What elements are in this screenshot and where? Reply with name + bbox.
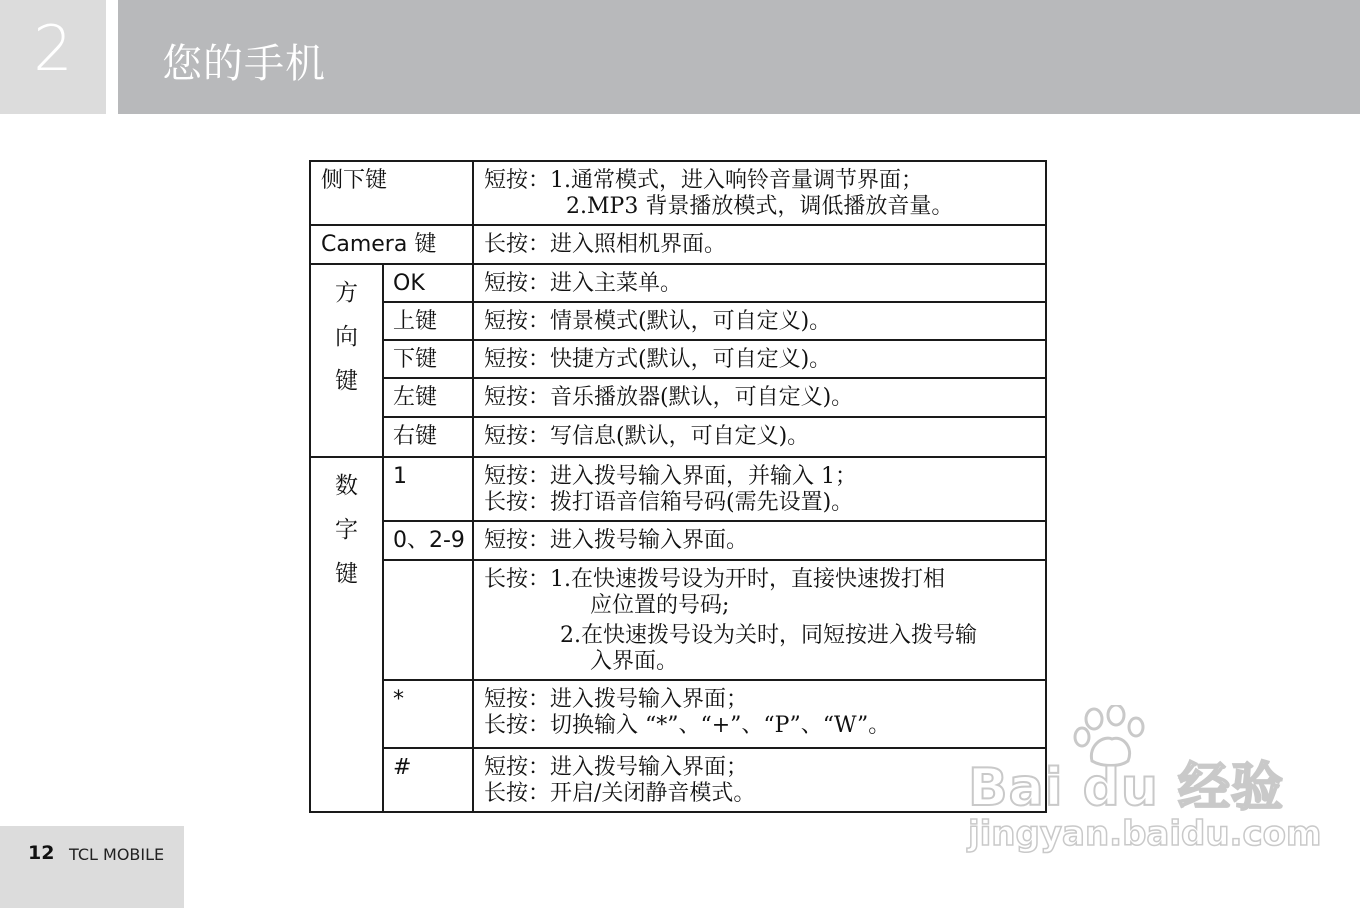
desc-line: 短按：情景模式(默认，可自定义)。 bbox=[484, 309, 832, 334]
group-char: 方 bbox=[335, 280, 358, 306]
ok-key-label: OK bbox=[383, 264, 473, 302]
watermark-url: jingyan.baidu.com bbox=[968, 814, 1322, 854]
table-row bbox=[310, 161, 1046, 225]
table-row bbox=[310, 417, 1046, 457]
watermark-logo: Bai du 经验 bbox=[968, 758, 1284, 818]
group-char: 键 bbox=[335, 368, 358, 394]
desc-line: 2.MP3 背景播放模式，调低播放音量。 bbox=[566, 194, 954, 219]
desc-line: 长按：进入照相机界面。 bbox=[484, 232, 727, 257]
key-0-2-9-long-label bbox=[383, 560, 473, 680]
table-row bbox=[310, 521, 1046, 560]
down-key-desc bbox=[473, 340, 1046, 378]
key-0-2-9-label: 0、2-9 bbox=[383, 521, 473, 560]
table-row bbox=[310, 457, 1046, 521]
up-key-desc bbox=[473, 302, 1046, 340]
side-key-label: 侧下键 bbox=[310, 161, 473, 225]
group-char: 数 bbox=[335, 473, 358, 499]
key-hash-label: # bbox=[383, 748, 473, 812]
table-row bbox=[310, 748, 1046, 812]
table-row bbox=[310, 225, 1046, 264]
key-0-2-9-desc bbox=[473, 521, 1046, 560]
table-row bbox=[310, 302, 1046, 340]
desc-line: 长按：切换输入 “*”、“+”、“P”、“W”。 bbox=[484, 713, 891, 738]
left-key-label: 左键 bbox=[383, 378, 473, 417]
desc-line: 短按：快捷方式(默认，可自定义)。 bbox=[484, 347, 832, 372]
key-0-2-9-long-desc bbox=[473, 560, 1046, 680]
down-key-label: 下键 bbox=[383, 340, 473, 378]
number-key-group bbox=[310, 457, 383, 812]
brand-name: TCL MOBILE bbox=[69, 845, 165, 864]
desc-line: 长按：开启/关闭静音模式。 bbox=[484, 781, 756, 806]
direction-key-group bbox=[310, 264, 383, 457]
chapter-number-box bbox=[0, 0, 106, 114]
desc-line: 长按：1.在快速拨号设为开时，直接快速拨打相 bbox=[484, 567, 946, 592]
desc-line: 短按：进入拨号输入界面； bbox=[484, 755, 749, 780]
page-number: 12 bbox=[28, 842, 55, 864]
desc-line: 短按：1.通常模式，进入响铃音量调节界面； bbox=[484, 168, 924, 193]
key-star-desc bbox=[473, 680, 1046, 748]
up-key-label: 上键 bbox=[383, 302, 473, 340]
ok-key-desc bbox=[473, 264, 1046, 302]
desc-line: 短按：音乐播放器(默认，可自定义)。 bbox=[484, 385, 854, 410]
key-1-label: 1 bbox=[383, 457, 473, 521]
right-key-label: 右键 bbox=[383, 417, 473, 457]
desc-line: 短按：进入拨号输入界面，并输入 1； bbox=[484, 464, 858, 489]
key-function-table bbox=[309, 160, 1047, 813]
camera-key-desc bbox=[473, 225, 1046, 264]
key-1-desc bbox=[473, 457, 1046, 521]
desc-line: 短按：进入主菜单。 bbox=[484, 271, 683, 296]
group-char: 字 bbox=[335, 517, 358, 543]
table-row bbox=[310, 680, 1046, 748]
desc-line: 长按：拨打语音信箱号码(需先设置)。 bbox=[484, 490, 854, 515]
desc-line: 短按：进入拨号输入界面。 bbox=[484, 528, 749, 553]
table-row bbox=[310, 378, 1046, 417]
desc-line: 短按：进入拨号输入界面； bbox=[484, 687, 749, 712]
desc-line: 应位置的号码; bbox=[590, 593, 730, 618]
desc-line: 入界面。 bbox=[590, 649, 679, 674]
table-row bbox=[310, 340, 1046, 378]
footer-box bbox=[0, 826, 184, 908]
table-row bbox=[310, 264, 1046, 302]
camera-key-label: Camera 键 bbox=[310, 225, 473, 264]
desc-line: 2.在快速拨号设为关时，同短按进入拨号输 bbox=[560, 623, 978, 648]
key-star-label: * bbox=[383, 680, 473, 748]
side-key-desc bbox=[473, 161, 1046, 225]
group-char: 向 bbox=[335, 324, 358, 350]
key-hash-desc bbox=[473, 748, 1046, 812]
page-title: 您的手机 bbox=[162, 41, 326, 87]
desc-line: 短按：写信息(默认，可自定义)。 bbox=[484, 424, 810, 449]
right-key-desc bbox=[473, 417, 1046, 457]
group-char: 键 bbox=[335, 561, 358, 587]
table-row bbox=[310, 560, 1046, 680]
left-key-desc bbox=[473, 378, 1046, 417]
chapter-number: 2 bbox=[33, 12, 73, 85]
